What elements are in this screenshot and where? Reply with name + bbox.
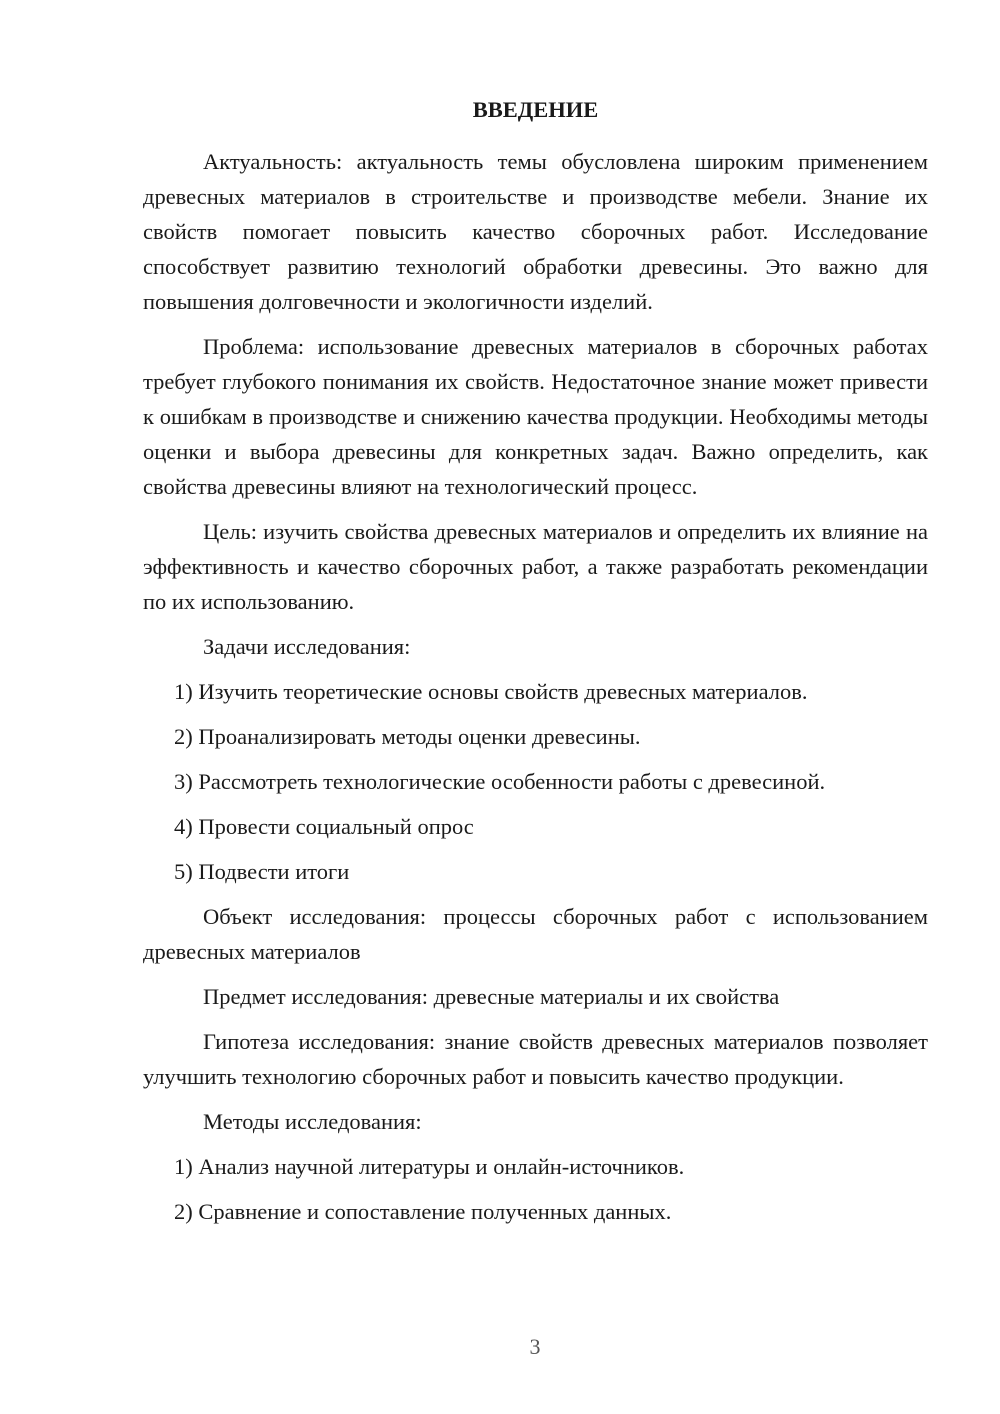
- object-paragraph: Объект исследования: процессы сборочных работ с использованием древесных материалов: [143, 904, 928, 964]
- method-item-2: 2) Сравнение и сопоставление полученных данных.: [174, 1199, 672, 1224]
- page-number: 3: [529, 1334, 541, 1359]
- task-item-2: 2) Проанализировать методы оценки древесины.: [174, 724, 641, 749]
- subject-paragraph: Предмет исследования: древесные материалы и их свойства: [203, 984, 780, 1009]
- goal-paragraph: Цель: изучить свойства древесных материалов и определить их влияние на эффективность и качество сборочных работ, а также разработать рекомендации по их использованию.: [143, 519, 928, 614]
- task-item-1: 1) Изучить теоретические основы свойств древесных материалов.: [174, 679, 808, 704]
- relevance-paragraph: Актуальность: актуальность темы обусловлена широким применением древесных материалов в строительстве и производстве мебели. Знание их свойств помогает повысить качество сборочных работ. Исследование способствует развитию технологий обработки древесины. Это важно для повышения долговечности и экологичности изделий.: [143, 149, 928, 314]
- task-item-5: 5) Подвести итоги: [174, 859, 350, 884]
- task-item-4: 4) Провести социальный опрос: [174, 814, 474, 839]
- methods-heading: Методы исследования:: [203, 1109, 422, 1134]
- tasks-heading: Задачи исследования:: [203, 634, 411, 659]
- method-item-1: 1) Анализ научной литературы и онлайн-источников.: [174, 1154, 685, 1179]
- section-title: ВВЕДЕНИЕ: [472, 97, 599, 122]
- task-item-3: 3) Рассмотреть технологические особенности работы с древесиной.: [174, 769, 826, 794]
- hypothesis-paragraph: Гипотеза исследования: знание свойств древесных материалов позволяет улучшить технологию сборочных работ и повысить качество продукции.: [143, 1029, 928, 1089]
- page-content: [143, 92, 928, 1239]
- problem-paragraph: Проблема: использование древесных материалов в сборочных работах требует глубокого понимания их свойств. Недостаточное знание может привести к ошибкам в производстве и снижению качества продукции. Необходимы методы оценки и выбора древесины для конкретных задач. Важно определить, как свойства древесины влияют на технологический процесс.: [143, 334, 928, 499]
